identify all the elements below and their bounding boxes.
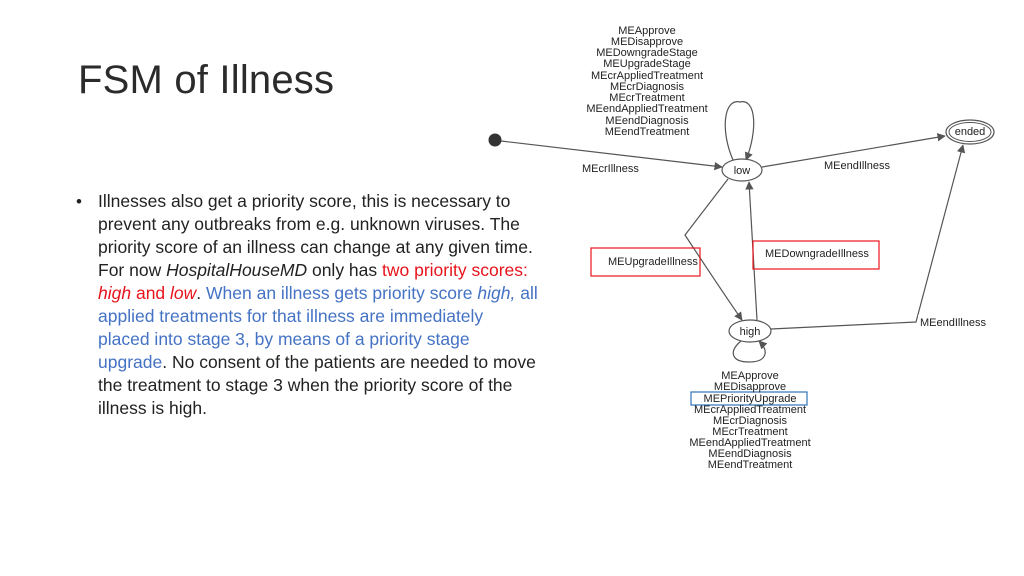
high-self-loop-labels [689, 370, 810, 471]
initial-state-dot [489, 134, 502, 147]
priority-high-word: high [98, 283, 132, 303]
end-illness-high-label: MEendIllness [920, 317, 987, 329]
bullet-part-1: Illnesses also get a priority score, this is necessary to prevent any outbreaks from e.g. unknown viruses. The priority score of an illness can change at any given time. For now [98, 191, 533, 280]
downgrade-illness-label: MEDowngradeIllness [765, 248, 869, 260]
high-loop-label: MEApprove [721, 370, 779, 382]
state-high-label: high [739, 326, 761, 338]
high-self-loop-edge [733, 341, 765, 362]
fsm-diagram-svg [470, 0, 1024, 576]
priority-scores-phrase: two priority scores: [382, 260, 528, 280]
bullet-part-3: . [196, 283, 207, 303]
low-loop-label: MEendTreatment [604, 126, 690, 138]
state-low-label: low [733, 165, 751, 177]
high-loop-label: MEcrTreatment [712, 426, 788, 438]
end-illness-low-label: MEendIllness [824, 160, 891, 172]
slide-title: FSM of Illness [78, 58, 335, 102]
high-loop-label: MEcrAppliedTreatment [693, 404, 807, 416]
low-loop-label: MEApprove [618, 25, 676, 37]
upgrade-illness-edge [685, 179, 742, 320]
low-self-loop-edge [725, 102, 753, 160]
fsm-diagram [470, 0, 1024, 576]
upgrade-illness-label: MEUpgradeIllness [608, 256, 698, 268]
bullet-item [76, 190, 538, 420]
high-loop-label: MEendTreatment [707, 459, 793, 471]
low-loop-label: MEDisapprove [610, 36, 684, 48]
high-loop-label: MEDisapprove [713, 381, 787, 393]
bullet-part-2: only has [307, 260, 383, 280]
high-loop-label: MEPriorityUpgrade [703, 393, 797, 405]
high-rule-word: high, [477, 283, 516, 303]
bullet-part-4: . No consent of the patients are needed to move the treatment to stage 3 when the priority score of the illness is high. [98, 352, 536, 418]
low-loop-label: MEcrDiagnosis [610, 81, 684, 93]
state-ended-label: ended [954, 126, 986, 138]
priority-low-word: low [170, 283, 197, 303]
bullet-dot-icon: • [76, 192, 82, 211]
low-loop-label: MEcrTreatment [609, 92, 685, 104]
high-loop-label: MEcrDiagnosis [713, 415, 787, 427]
low-loop-label: MEUpgradeStage [603, 58, 691, 70]
low-loop-label: MEendDiagnosis [605, 115, 689, 127]
high-loop-label: MEendAppliedTreatment [689, 437, 811, 449]
low-loop-label: MEDowngradeStage [596, 47, 698, 59]
end-illness-high-edge [771, 145, 963, 329]
priority-and-word: and [131, 283, 171, 303]
high-rule-phrase-2: all applied treatments for that illness are immediately placed into stage 3, by means of a priority stage upgrade [98, 283, 538, 372]
high-rule-phrase: When an illness gets priority score [206, 283, 478, 303]
low-self-loop-labels [586, 25, 707, 138]
product-name: HospitalHouseMD [166, 260, 308, 280]
bullet-list [76, 190, 538, 420]
low-loop-label: MEendAppliedTreatment [586, 103, 708, 115]
high-loop-label: MEendDiagnosis [708, 448, 792, 460]
low-loop-label: MEcrAppliedTreatment [590, 70, 704, 82]
create-illness-label: MEcrIllness [582, 163, 639, 175]
